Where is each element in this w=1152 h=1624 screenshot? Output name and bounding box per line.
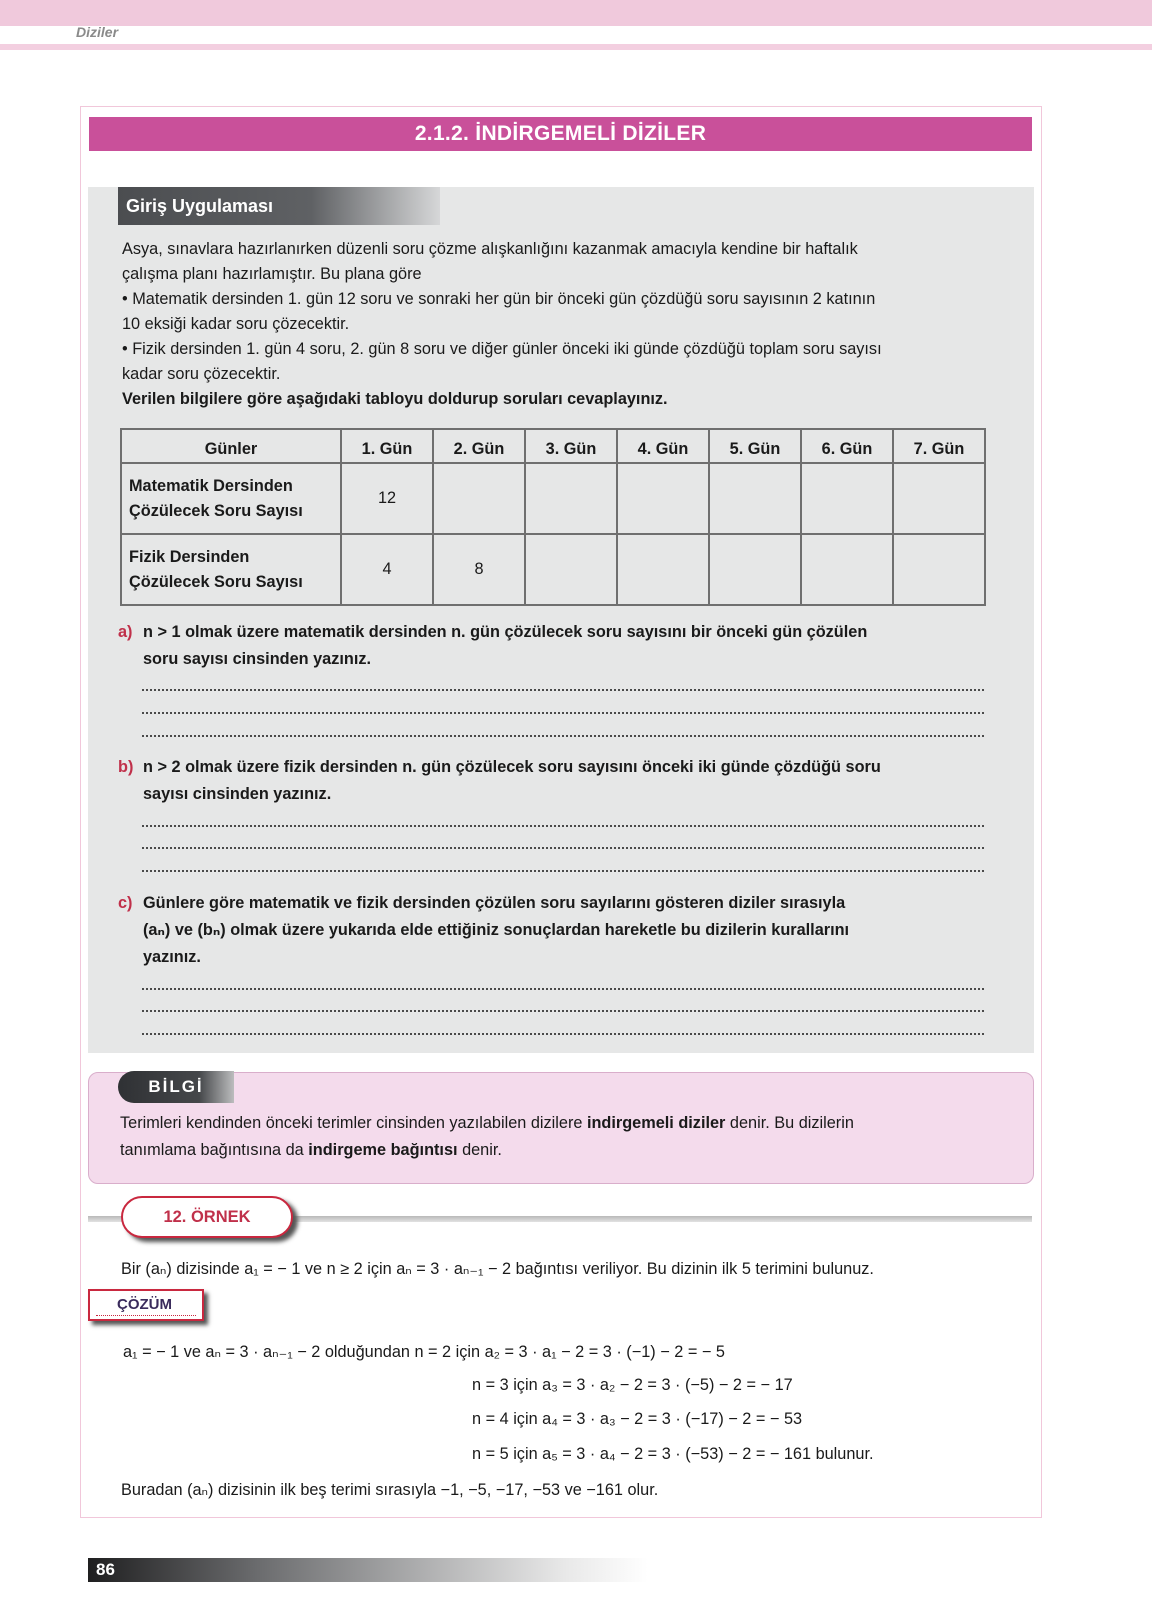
- table-cell[interactable]: [525, 534, 617, 605]
- answer-line[interactable]: [142, 735, 984, 737]
- table-header-row: [121, 429, 985, 463]
- answer-line[interactable]: [142, 1010, 984, 1012]
- table-row: [121, 534, 985, 605]
- activity-line: • Fizik dersinden 1. gün 4 soru, 2. gün 8 soru ve diğer günler önceki iki günde çözdüğü toplam soru sayısı: [122, 340, 882, 358]
- question-b-text: [143, 754, 881, 808]
- activity-text: [122, 237, 1022, 412]
- question-a-letter: a): [118, 623, 133, 641]
- header-rule: [0, 44, 1152, 50]
- info-term: indirgeme bağıntısı: [308, 1141, 458, 1159]
- row-label-line: Çözülecek Soru Sayısı: [129, 572, 303, 591]
- table-row-header: [121, 463, 341, 534]
- solution-badge: ÇÖZÜM: [88, 1289, 204, 1321]
- answer-line[interactable]: [142, 689, 984, 691]
- activity-line: kadar soru çözecektir.: [122, 365, 281, 383]
- question-c-letter: c): [118, 894, 133, 912]
- question-b-letter: b): [118, 758, 134, 776]
- answer-line[interactable]: [142, 825, 984, 827]
- table-cell[interactable]: 4: [341, 534, 433, 605]
- info-text-part: tanımlama bağıntısına da: [120, 1141, 309, 1159]
- table-day-header: 7. Gün: [893, 429, 985, 463]
- table-cell[interactable]: [709, 534, 801, 605]
- solution-line: a₁ = − 1 ve aₙ = 3 · aₙ₋₁ − 2 olduğundan n = 2 için a₂ = 3 · a₁ − 2 = 3 · (−1) − 2 = − 5: [123, 1343, 725, 1361]
- table-day-header: 1. Gün: [341, 429, 433, 463]
- question-line: n > 2 olmak üzere fizik dersinden n. gün çözülecek soru sayısını önceki iki günde çözdüğü soru: [143, 758, 881, 776]
- row-label-line: Fizik Dersinden: [129, 547, 250, 566]
- table-cell[interactable]: [525, 463, 617, 534]
- table-day-header: 5. Gün: [709, 429, 801, 463]
- info-label: BİLGİ: [118, 1071, 234, 1103]
- solution-line: n = 3 için a₃ = 3 · a₂ − 2 = 3 · (−5) − 2 = − 17: [472, 1376, 793, 1394]
- table-day-header: 6. Gün: [801, 429, 893, 463]
- solution-line: n = 4 için a₄ = 3 · a₃ − 2 = 3 · (−17) − 2 = − 53: [472, 1410, 803, 1428]
- answer-line[interactable]: [142, 712, 984, 714]
- info-text-part: Terimleri kendinden önceki terimler cinsinden yazılabilen dizilere: [120, 1114, 587, 1132]
- question-line: yazınız.: [143, 948, 201, 966]
- answer-line[interactable]: [142, 1033, 984, 1035]
- example-badge: 12. ÖRNEK: [121, 1196, 293, 1238]
- activity-line: çalışma planı hazırlamıştır. Bu plana göre: [122, 265, 422, 283]
- question-line: soru sayısı cinsinden yazınız.: [143, 650, 372, 668]
- table-cell[interactable]: [893, 463, 985, 534]
- table-day-header: 2. Gün: [433, 429, 525, 463]
- page-number: 86: [96, 1560, 115, 1579]
- question-line: Günlere göre matematik ve fizik dersinden çözülen soru sayılarını gösteren diziler sırasıyla: [143, 894, 846, 912]
- solution-conclusion: Buradan (aₙ) dizisinin ilk beş terimi sırasıyla −1, −5, −17, −53 ve −161 olur.: [121, 1481, 659, 1499]
- table-day-header: 4. Gün: [617, 429, 709, 463]
- question-c-text: [143, 890, 849, 971]
- running-head: Diziler: [76, 24, 119, 40]
- question-line: (aₙ) ve (bₙ) olmak üzere yukarıda elde ettiğiniz sonuçlardan hareketle bu dizilerin kurallarını: [143, 921, 850, 939]
- table-cell[interactable]: [893, 534, 985, 605]
- activity-line: • Matematik dersinden 1. gün 12 soru ve sonraki her gün bir önceki gün çözdüğü soru sayısının 2 katının: [122, 290, 876, 308]
- table-cell[interactable]: [617, 534, 709, 605]
- info-text-part: denir.: [457, 1141, 502, 1159]
- answer-line[interactable]: [142, 988, 984, 990]
- table-day-header: 3. Gün: [525, 429, 617, 463]
- activity-label: Giriş Uygulaması: [118, 187, 440, 225]
- solution-line: n = 5 için a₅ = 3 · a₄ − 2 = 3 · (−53) − 2 = − 161 bulunur.: [472, 1445, 874, 1463]
- table-cell[interactable]: 8: [433, 534, 525, 605]
- table-row: [121, 463, 985, 534]
- activity-line: Asya, sınavlara hazırlanırken düzenli soru çözme alışkanlığını kazanmak amacıyla kendine bir haftalık: [122, 240, 858, 258]
- table-cell[interactable]: [801, 463, 893, 534]
- question-a-text: [143, 619, 867, 673]
- table-cell[interactable]: [433, 463, 525, 534]
- page-number-bar: [88, 1558, 648, 1582]
- question-line: sayısı cinsinden yazınız.: [143, 785, 332, 803]
- row-label-line: Matematik Dersinden: [129, 476, 293, 495]
- info-text-part: denir. Bu dizilerin: [725, 1114, 854, 1132]
- example-question: Bir (aₙ) dizisinde a₁ = − 1 ve n ≥ 2 için aₙ = 3 · aₙ₋₁ − 2 bağıntısı veriliyor. Bu dizinin ilk 5 terimini bulunuz.: [121, 1260, 874, 1278]
- activity-instruction: Verilen bilgilere göre aşağıdaki tabloyu doldurup soruları cevaplayınız.: [122, 390, 668, 408]
- activity-line: 10 eksiği kadar soru çözecektir.: [122, 315, 350, 333]
- table-row-header: [121, 534, 341, 605]
- table-corner: Günler: [121, 429, 341, 463]
- table-cell[interactable]: [801, 534, 893, 605]
- question-line: n > 1 olmak üzere matematik dersinden n. gün çözülecek soru sayısını bir önceki gün çözülen: [143, 623, 868, 641]
- table-cell[interactable]: [617, 463, 709, 534]
- study-plan-table: [120, 428, 986, 606]
- answer-line[interactable]: [142, 870, 984, 872]
- header-band: [0, 0, 1152, 26]
- answer-line[interactable]: [142, 847, 984, 849]
- table-cell[interactable]: 12: [341, 463, 433, 534]
- table-cell[interactable]: [709, 463, 801, 534]
- info-text: [120, 1110, 1020, 1164]
- row-label-line: Çözülecek Soru Sayısı: [129, 501, 303, 520]
- section-title: 2.1.2. İNDİRGEMELİ DİZİLER: [89, 117, 1032, 151]
- info-term: indirgemeli diziler: [586, 1114, 726, 1132]
